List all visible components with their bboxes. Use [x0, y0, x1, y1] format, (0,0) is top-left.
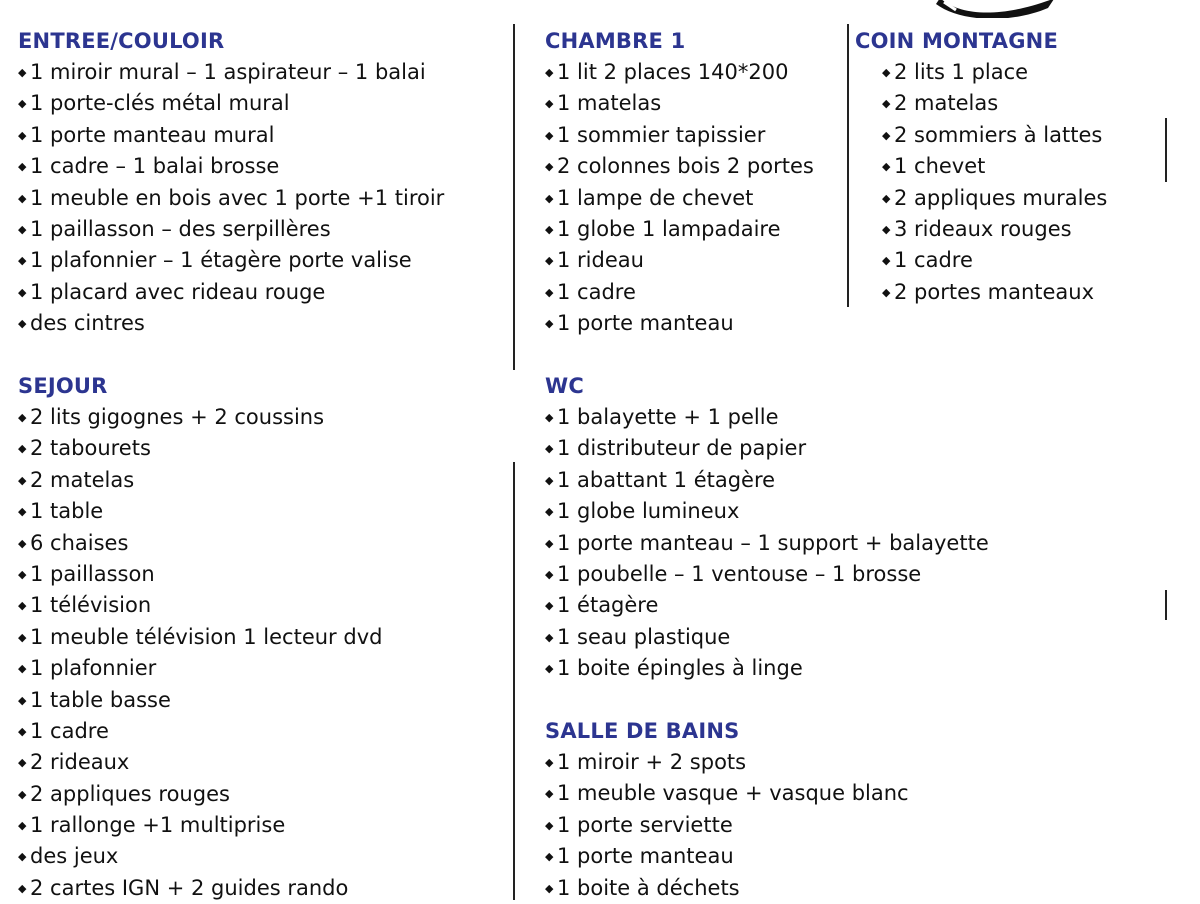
section-coin-montagne [855, 26, 1107, 308]
diamond-bullet-icon: ◆ [18, 66, 27, 79]
list-item [18, 747, 382, 778]
diamond-bullet-icon: ◆ [18, 254, 27, 268]
diamond-bullet-icon: ◆ [882, 254, 891, 268]
diamond-bullet-icon: ◆ [545, 442, 554, 456]
list-item-text: des jeux [30, 844, 119, 869]
diamond-bullet-icon: ◆ [18, 662, 27, 676]
list-item-text: 1 cadre – 1 balai brosse [30, 154, 280, 179]
list-item [545, 559, 989, 590]
list-item-text: 1 lampe de chevet [557, 185, 754, 210]
list-item-text: 2 colonnes bois 2 portes [557, 154, 814, 179]
list-item-text: 1 sommier tapissier [557, 122, 766, 147]
list-item [545, 245, 814, 276]
list-item-text: 1 porte manteau – 1 support + balayette [557, 530, 989, 555]
item-list [882, 57, 1107, 308]
section-sejour [18, 371, 382, 904]
diamond-bullet-icon: ◆ [18, 317, 27, 331]
list-item [545, 747, 909, 778]
diamond-bullet-icon: ◆ [545, 66, 554, 79]
diamond-bullet-icon: ◆ [545, 97, 554, 111]
list-item [545, 151, 814, 182]
column-divider-left-bottom [513, 462, 515, 900]
list-item [545, 622, 989, 653]
list-item [882, 183, 1107, 214]
diamond-bullet-icon: ◆ [545, 254, 554, 268]
list-item-text: 1 lit 2 places 140*200 [557, 60, 789, 84]
list-item-text: 3 rideaux rouges [894, 216, 1072, 241]
list-item-text: des cintres [30, 311, 145, 336]
list-item [18, 622, 382, 653]
list-item [882, 151, 1107, 182]
section-title: CHAMBRE 1 [545, 29, 686, 53]
list-item [882, 88, 1107, 119]
diamond-bullet-icon: ◆ [545, 662, 554, 676]
list-item-text: 2 appliques murales [894, 185, 1108, 210]
list-item-text: 1 porte manteau mural [30, 122, 275, 147]
list-item-text: 2 rideaux [30, 750, 130, 775]
diamond-bullet-icon: ◆ [545, 881, 554, 895]
list-item [18, 214, 444, 245]
diamond-bullet-icon: ◆ [545, 818, 554, 832]
list-item [18, 433, 382, 464]
list-item-text: 1 meuble en bois avec 1 porte +1 tiroir [30, 185, 445, 210]
column-divider-left-top [513, 24, 515, 370]
section-chambre-1 [545, 26, 814, 340]
item-list [545, 402, 989, 685]
list-item [882, 245, 1107, 276]
list-item-text: 6 chaises [30, 530, 129, 555]
diamond-bullet-icon: ◆ [545, 411, 554, 424]
list-item [18, 810, 382, 841]
list-item-text: 1 globe 1 lampadaire [557, 216, 781, 241]
column-divider-right [847, 24, 849, 307]
list-item-text: 2 matelas [30, 467, 135, 492]
list-item-text: 1 boite à déchets [557, 875, 740, 900]
list-item [18, 528, 382, 559]
list-item-text: 2 tabourets [30, 436, 151, 461]
list-item [18, 465, 382, 496]
list-item [18, 402, 382, 433]
list-item [882, 214, 1107, 245]
list-item [882, 277, 1107, 308]
list-item-text: 1 chevet [894, 154, 986, 179]
list-item-text: 1 matelas [557, 91, 662, 116]
diamond-bullet-icon: ◆ [18, 285, 27, 299]
edge-mark-top [1165, 118, 1167, 182]
diamond-bullet-icon: ◆ [545, 567, 554, 581]
diamond-bullet-icon: ◆ [18, 599, 27, 613]
list-item [18, 183, 444, 214]
list-item [18, 245, 444, 276]
list-item-text: 2 appliques rouges [30, 781, 230, 806]
list-item [18, 151, 444, 182]
list-item [545, 778, 909, 809]
list-item [882, 57, 1107, 88]
list-item-text: 1 globe lumineux [557, 499, 740, 524]
list-item-text: 1 miroir + 2 spots [557, 750, 747, 774]
list-item [545, 88, 814, 119]
list-item-text: 2 cartes IGN + 2 guides rando [30, 875, 349, 900]
diamond-bullet-icon: ◆ [882, 222, 891, 236]
list-item [545, 810, 909, 841]
list-item-text: 1 balayette + 1 pelle [557, 405, 779, 429]
diamond-bullet-icon: ◆ [545, 222, 554, 236]
list-item [18, 716, 382, 747]
diamond-bullet-icon: ◆ [18, 442, 27, 456]
list-item [545, 433, 989, 464]
list-item-text: 1 paillasson [30, 561, 155, 586]
list-item-text: 1 télévision [30, 593, 152, 618]
diamond-bullet-icon: ◆ [882, 160, 891, 174]
list-item-text: 1 porte-clés métal mural [30, 91, 290, 116]
diamond-bullet-icon: ◆ [18, 787, 27, 801]
section-title: SEJOUR [18, 374, 108, 398]
section-entree-couloir [18, 26, 444, 340]
diamond-bullet-icon: ◆ [545, 317, 554, 331]
item-list [18, 402, 382, 904]
list-item [18, 590, 382, 621]
diamond-bullet-icon: ◆ [18, 160, 27, 174]
list-item-text: 2 sommiers à lattes [894, 122, 1103, 147]
diamond-bullet-icon: ◆ [18, 473, 27, 487]
section-salle-de-bains [545, 716, 909, 904]
list-item-text: 1 placard avec rideau rouge [30, 279, 326, 304]
list-item [545, 57, 814, 88]
list-item-text: 1 cadre [557, 279, 636, 304]
diamond-bullet-icon: ◆ [18, 756, 27, 770]
list-item [18, 496, 382, 527]
diamond-bullet-icon: ◆ [18, 128, 27, 142]
section-title: COIN MONTAGNE [855, 29, 1058, 53]
list-item [18, 873, 382, 904]
list-item-text: 1 boite épingles à linge [557, 656, 803, 681]
section-title: SALLE DE BAINS [545, 719, 740, 743]
list-item [545, 308, 814, 339]
list-item-text: 1 plafonnier – 1 étagère porte valise [30, 248, 412, 273]
diamond-bullet-icon: ◆ [18, 191, 27, 205]
logo-fragment [930, 0, 1060, 18]
list-item-text: 1 étagère [557, 593, 659, 618]
list-item-text: 2 lits 1 place [894, 60, 1029, 84]
diamond-bullet-icon: ◆ [545, 191, 554, 205]
list-item [545, 277, 814, 308]
diamond-bullet-icon: ◆ [18, 222, 27, 236]
diamond-bullet-icon: ◆ [882, 128, 891, 142]
list-item [545, 214, 814, 245]
list-item-text: 1 porte manteau [557, 311, 734, 336]
list-item [545, 873, 909, 904]
diamond-bullet-icon: ◆ [18, 567, 27, 581]
diamond-bullet-icon: ◆ [18, 536, 27, 550]
item-list [545, 747, 909, 904]
list-item-text: 1 cadre [894, 248, 973, 273]
list-item-text: 1 porte manteau [557, 844, 734, 869]
list-item-text: 1 seau plastique [557, 624, 731, 649]
diamond-bullet-icon: ◆ [18, 693, 27, 707]
list-item [882, 120, 1107, 151]
diamond-bullet-icon: ◆ [18, 97, 27, 111]
list-item-text: 1 abattant 1 étagère [557, 467, 776, 492]
list-item [545, 841, 909, 872]
section-wc [545, 371, 989, 685]
diamond-bullet-icon: ◆ [545, 505, 554, 519]
list-item [18, 841, 382, 872]
list-item-text: 2 lits gigognes + 2 coussins [30, 405, 325, 429]
list-item-text: 1 miroir mural – 1 aspirateur – 1 balai [30, 60, 426, 84]
diamond-bullet-icon: ◆ [545, 160, 554, 174]
diamond-bullet-icon: ◆ [18, 505, 27, 519]
list-item [545, 528, 989, 559]
diamond-bullet-icon: ◆ [18, 724, 27, 738]
diamond-bullet-icon: ◆ [545, 285, 554, 299]
diamond-bullet-icon: ◆ [882, 97, 891, 111]
list-item-text: 1 cadre [30, 718, 109, 743]
diamond-bullet-icon: ◆ [545, 630, 554, 644]
diamond-bullet-icon: ◆ [18, 411, 27, 424]
diamond-bullet-icon: ◆ [18, 819, 27, 833]
list-item-text: 1 poubelle – 1 ventouse – 1 brosse [557, 561, 922, 586]
list-item-text: 1 rallonge +1 multiprise [30, 813, 286, 838]
list-item [18, 57, 444, 88]
diamond-bullet-icon: ◆ [545, 787, 554, 801]
list-item-text: 1 porte serviette [557, 812, 733, 837]
diamond-bullet-icon: ◆ [545, 128, 554, 142]
diamond-bullet-icon: ◆ [18, 881, 27, 895]
list-item-text: 1 table [30, 499, 104, 524]
diamond-bullet-icon: ◆ [882, 191, 891, 205]
diamond-bullet-icon: ◆ [882, 285, 891, 299]
list-item-text: 1 rideau [557, 248, 644, 273]
list-item-text: 2 portes manteaux [894, 279, 1095, 304]
list-item [18, 308, 444, 339]
list-item [18, 88, 444, 119]
list-item [545, 120, 814, 151]
diamond-bullet-icon: ◆ [545, 756, 554, 769]
diamond-bullet-icon: ◆ [18, 850, 27, 864]
list-item [545, 590, 989, 621]
list-item [545, 402, 989, 433]
list-item [18, 779, 382, 810]
section-title: ENTREE/COULOIR [18, 29, 225, 53]
diamond-bullet-icon: ◆ [545, 599, 554, 613]
list-item [18, 653, 382, 684]
list-item [18, 559, 382, 590]
list-item-text: 1 plafonnier [30, 656, 157, 681]
list-item-text: 2 matelas [894, 91, 999, 116]
list-item [545, 183, 814, 214]
list-item [545, 496, 989, 527]
list-item [18, 685, 382, 716]
edge-mark-bottom [1165, 590, 1167, 620]
list-item [18, 120, 444, 151]
list-item-text: 1 paillasson – des serpillères [30, 216, 331, 241]
list-item-text: 1 meuble télévision 1 lecteur dvd [30, 624, 383, 649]
section-title: WC [545, 374, 584, 398]
list-item-text: 1 table basse [30, 687, 171, 712]
diamond-bullet-icon: ◆ [545, 536, 554, 550]
list-item [545, 465, 989, 496]
list-item-text: 1 meuble vasque + vasque blanc [557, 781, 909, 806]
diamond-bullet-icon: ◆ [18, 630, 27, 644]
list-item [18, 277, 444, 308]
diamond-bullet-icon: ◆ [545, 473, 554, 487]
item-list [545, 57, 814, 340]
diamond-bullet-icon: ◆ [545, 850, 554, 864]
list-item-text: 1 distributeur de papier [557, 436, 807, 461]
diamond-bullet-icon: ◆ [882, 66, 891, 79]
list-item [545, 653, 989, 684]
item-list [18, 57, 444, 340]
